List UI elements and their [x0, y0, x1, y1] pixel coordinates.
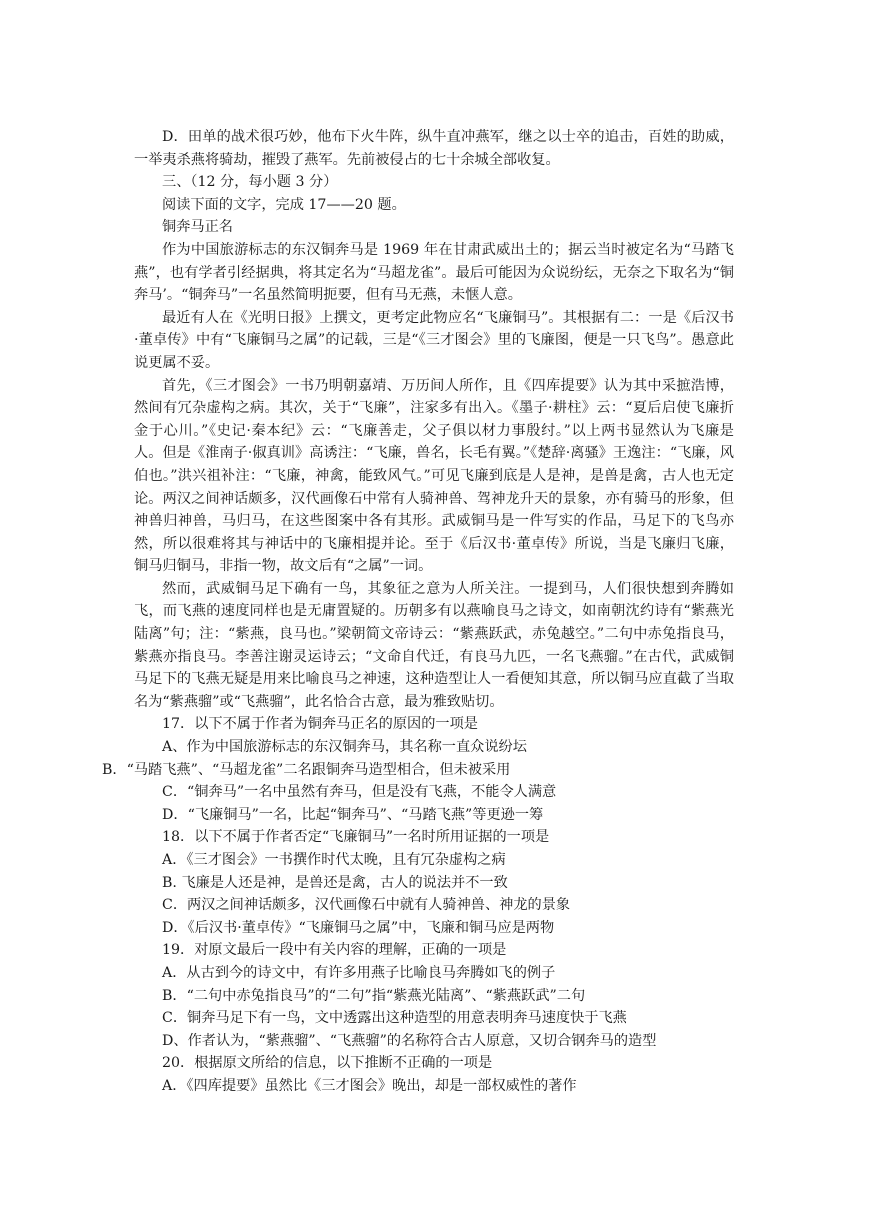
- paragraph: 19．对原文最后一段中有关内容的理解，正确的一项是: [162, 942, 507, 959]
- paragraph: 然而，武威铜马足下确有一鸟，其象征之意为人所关注。一提到马，人们很快想到奔腾如飞，而飞燕的速度同样也是无庸置疑的。历朝多有以燕喻良马之诗文，如南朝沈约诗有“紫燕光陆离”句；注：“紫燕，良马也。”梁朝简文帝诗云：“紫燕跃武，赤兔越空。”二句中赤兔指良马，紫燕亦指良马。李善注谢灵运诗云；“文命自代迁，有良马九匹，一名飞燕骝。”在古代，武威铜马足下的飞燕无疑是用来比喻良马之神速，这种造型让人一看便知其意，所以铜马应直截了当取名为“紫燕骝”或“飞燕骝”，此名恰合古意，最为雅致贴切。: [134, 580, 734, 710]
- paragraph: D．“飞廉铜马”一名，比起“铜奔马”、“马踏飞燕”等更逊一筹: [162, 806, 544, 823]
- paragraph: D、作者认为，“紫燕骝”、“飞燕骝”的名称符合古人原意，又切合钢奔马的造型: [162, 1032, 657, 1049]
- paragraph: A．《三才图会》一书撰作时代太晚，且有冗杂虚构之病: [162, 852, 506, 868]
- paragraph: 首先，《三才图会》一书乃明朝嘉靖、万历间人所作，且《四库提要》认为其中采摭浩博，然间有冗杂虚构之病。其次，关于“飞廉”，注家多有出入。《墨子·耕柱》云：“夏后启使飞廉折金于心川。”《史记·秦本纪》云：“飞廉善走，父子俱以材力事殷纣。”以上两书显然认为飞廉是人。但是《淮南子·俶真训》高诱注：“飞廉，兽名，长毛有翼。”《楚辞·离骚》王逸注：“飞廉，风伯也。”洪兴祖补注：“飞廉，神禽，能致风气。”可见飞廉到底是人是神，是兽是禽，古人也无定论。两汉之间神话颇多，汉代画像石中常有人骑神兽、驾神龙升天的景象，亦有骑马的形象，但神兽归神兽，马归马，在这些图案中各有其形。武威铜马是一件写实的作品，马足下的飞鸟亦然，所以很难将其与神话中的飞廉相提并论。至于《后汉书·董卓传》所说，当是飞廉归飞廉，铜马归铜马，非指一物，故文后有“之属”一词。: [134, 377, 734, 575]
- paragraph: 铜奔马正名: [162, 219, 233, 236]
- paragraph: D．《后汉书·董卓传》“飞廉铜马之属”中，飞廉和铜马应是两物: [162, 919, 555, 936]
- paragraph: A．从古到今的诗文中，有许多用燕子比喻良马奔腾如飞的例子: [162, 964, 556, 981]
- paragraph: 作为中国旅游标志的东汉铜奔马是 1969 年在甘肃武威出土的；据云当时被定名为“马踏飞燕”，也有学者引经据典，将其定名为“马超龙雀”。最后可能因为众说纷纭，无奈之下取名为“铜奔马’。“铜奔马”一名虽然简明扼要，但有马无燕，未惬人意。: [134, 241, 734, 304]
- paragraph: A、作为中国旅游标志的东汉铜奔马，其名称一直众说纷坛: [162, 739, 527, 756]
- paragraph: 18．以下不属于作者否定“飞廉铜马”一名时所用证据的一项是: [162, 829, 550, 846]
- paragraph: A．《四库提要》虽然比《三才图会》晚出，却是一部权威性的著作: [162, 1077, 577, 1094]
- document-body: [102, 126, 734, 1098]
- paragraph: D．田单的战术很巧妙，他布下火牛阵，纵牛直冲燕军，继之以士卒的追击，百姓的助威，一举夷杀燕将骑劫，摧毁了燕军。先前被侵占的七十余城全部收复。: [134, 129, 734, 168]
- paragraph: 17．以下不属于作者为铜奔马正名的原因的一项是: [162, 716, 478, 733]
- paragraph: C．“铜奔马”一名中虽然有奔马，但是没有飞燕，不能令人满意: [162, 784, 557, 801]
- paragraph: 三、（12 分，每小题 3 分）: [162, 174, 338, 191]
- paragraph: B. 飞廉是人还是神，是兽还是禽，古人的说法并不一致: [162, 874, 508, 891]
- paragraph: 20．根据原文所给的信息，以下推断不正确的一项是: [162, 1055, 493, 1072]
- paragraph: 阅读下面的文字，完成 17——20 题。: [162, 196, 406, 213]
- paragraph: C．铜奔马足下有一鸟，文中透露出这种造型的用意表明奔马速度快于飞燕: [162, 1010, 627, 1027]
- paragraph: C．两汉之间神话颇多，汉代画像石中就有人骑神兽、神龙的景象: [162, 897, 571, 914]
- paragraph: 最近有人在《光明日报》上撰文，更考定此物应名“飞廉铜马”。其根据有二：一是《后汉书·董卓传》中有“飞廉铜马之属”的记载，三是“《三才图会》里的飞廉图，便是一只飞鸟”。愚意此说更属不妥。: [134, 309, 734, 371]
- paragraph: B．“二句中赤兔指良马”的“二句”指“紫燕光陆离”、“紫燕跃武”二句: [162, 987, 586, 1004]
- paragraph: B．“马踏飞燕”、“马超龙雀”二名跟铜奔马造型相合，但未被采用: [102, 761, 511, 778]
